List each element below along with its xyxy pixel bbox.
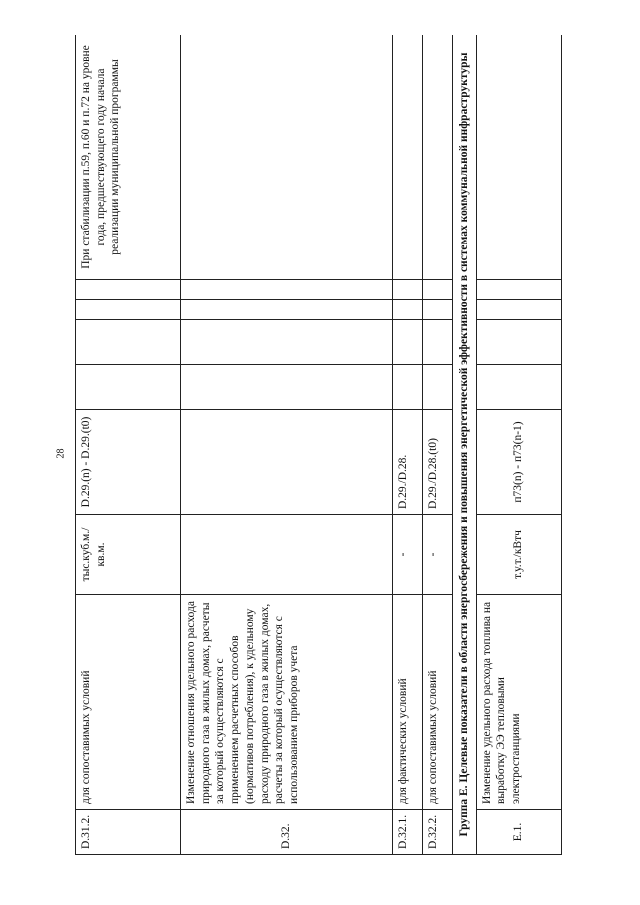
indicators-table — [75, 35, 562, 855]
group-header-row — [453, 35, 477, 855]
row-name: для сопоставимых условий — [423, 595, 453, 810]
row-name: для фактических условий — [393, 595, 423, 810]
table-row — [76, 35, 181, 855]
rotated-table-container — [75, 35, 635, 855]
table-row — [423, 35, 453, 855]
row-note — [476, 35, 561, 280]
row-note — [393, 35, 423, 280]
row-formula: п73(n) - п73(n-1) — [476, 410, 561, 515]
row-code: D.32.1. — [393, 810, 423, 855]
row-formula: D.29./D.28.(t0) — [423, 410, 453, 515]
row-unit: - — [393, 515, 423, 595]
row-code: D.32. — [181, 810, 393, 855]
page-number: 28 — [55, 448, 67, 459]
document-page — [75, 35, 635, 855]
table-row — [181, 35, 393, 855]
row-formula: D.29./D.28. — [393, 410, 423, 515]
row-code: D.32.2. — [423, 810, 453, 855]
row-unit: тыс.куб.м./ кв.м. — [76, 515, 181, 595]
row-note: При стабилизации п.59, п.60 и п.72 на уровне года, предшествующего году начала реализации муниципальной программы — [76, 35, 181, 280]
row-formula: D.29.(n) - D.29.(t0) — [76, 410, 181, 515]
row-unit — [181, 515, 393, 595]
table-row — [476, 35, 561, 855]
table-row — [393, 35, 423, 855]
group-title: Группа Е. Целевые показатели в области энергосбережения и повышения энергетической эффективности в системах коммунальной инфраструктуры — [453, 35, 477, 855]
row-name: Изменение отношения удельного расхода природного газа в жилых домах, расчеты за который осуществляются с применением расчетных способов (нормативов потребления), к удельному расходу природного газа в жилых домах, расчеты за который осуществляются с использованием приборов учета — [181, 595, 393, 810]
row-code: Е.1. — [476, 810, 561, 855]
row-formula — [181, 410, 393, 515]
row-unit: т.у.т./кВтч — [476, 515, 561, 595]
row-note — [423, 35, 453, 280]
row-unit: - — [423, 515, 453, 595]
row-note — [181, 35, 393, 280]
row-code: D.31.2. — [76, 810, 181, 855]
row-name: для сопоставимых условий — [76, 595, 181, 810]
row-name: Изменение удельного расхода топлива на выработку ЭЭ тепловыми электростанциями — [476, 595, 561, 810]
